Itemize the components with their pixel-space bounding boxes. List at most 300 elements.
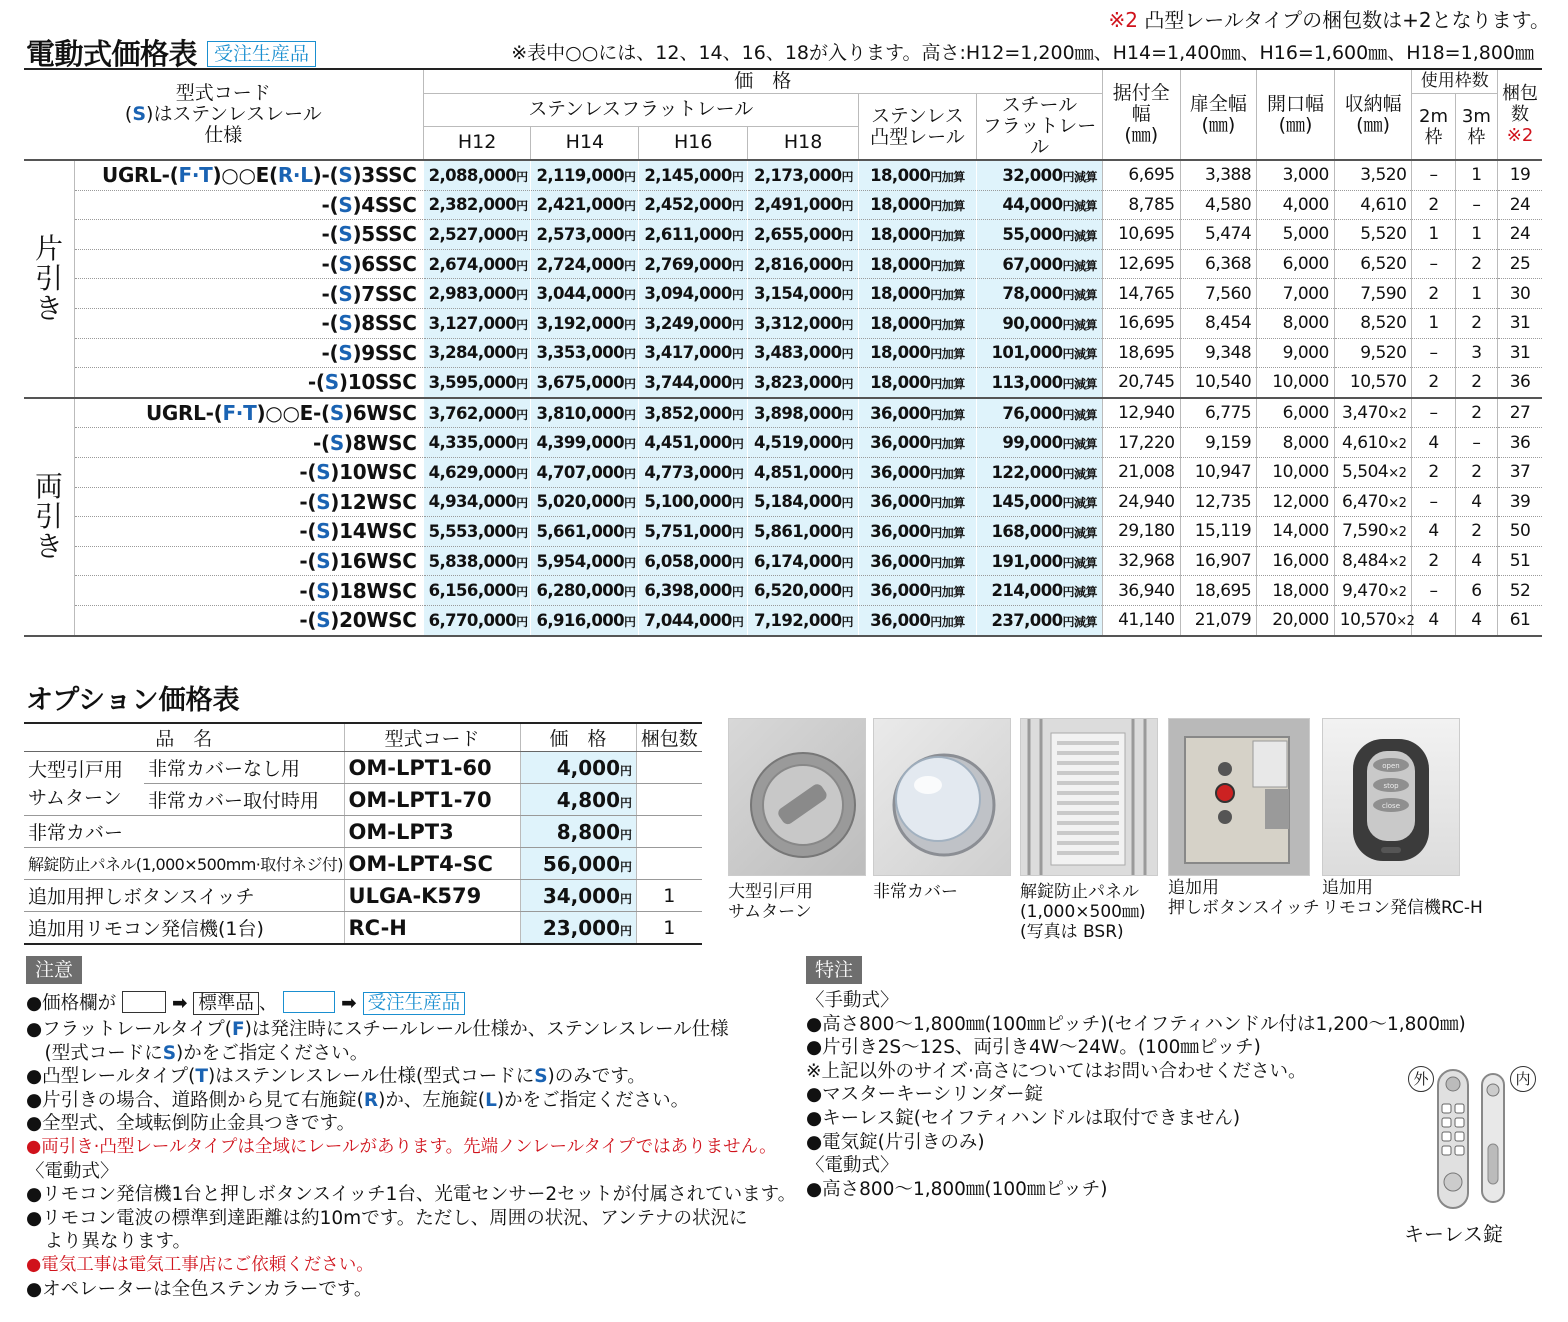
model-code: -(S)9SSC <box>74 338 423 368</box>
storage-width: 3,470×2 <box>1334 398 1412 428</box>
frame-3m-count: 1 <box>1455 279 1497 309</box>
table-row <box>24 816 702 848</box>
package-count: 52 <box>1498 576 1542 606</box>
group-label: 両 引 き <box>24 398 74 636</box>
price-h18: 2,173,000円 <box>748 160 859 190</box>
option-price-header: 価 格 <box>520 723 636 752</box>
price-steel: 122,000円減算 <box>976 457 1102 487</box>
opening-width-header: 開口幅 (㎜) <box>1257 69 1335 160</box>
special-order-line: 〈手動式〉 <box>806 990 899 1011</box>
price-steel: 101,000円減算 <box>976 338 1102 368</box>
svg-text:stop: stop <box>1383 782 1399 790</box>
table-row <box>24 487 1542 517</box>
price-h14: 2,724,000円 <box>531 249 639 279</box>
package-count: 25 <box>1498 249 1542 279</box>
price-convex: 18,000円加算 <box>859 190 977 220</box>
table-row <box>24 576 1542 606</box>
model-code: UGRL-(F·T)○○E(R·L)-(S)3SSC <box>74 160 423 190</box>
frame-3m-count: 1 <box>1455 220 1497 250</box>
frame-3m-count: – <box>1455 428 1497 458</box>
price-h18: 3,823,000円 <box>748 368 859 398</box>
price-h18: 3,898,000円 <box>748 398 859 428</box>
frame-2m-count: – <box>1412 160 1455 190</box>
door-width: 16,907 <box>1180 546 1257 576</box>
option-price: 4,800円 <box>520 784 636 816</box>
opening-width: 7,000 <box>1257 279 1335 309</box>
price-h14: 4,399,000円 <box>531 428 639 458</box>
install-width: 16,695 <box>1102 308 1180 338</box>
option-name: 解錠防止パネル(1,000×500mm·取付ネジ付) <box>24 848 344 880</box>
anti-unlock-panel-icon <box>1021 719 1157 875</box>
door-width: 8,454 <box>1180 308 1257 338</box>
special-order-line: ●電気錠(片引きのみ) <box>806 1131 985 1153</box>
opening-width: 16,000 <box>1257 546 1335 576</box>
price-h14: 5,661,000円 <box>531 517 639 547</box>
table-row <box>24 752 702 784</box>
price-h12: 5,553,000円 <box>423 517 531 547</box>
model-code: -(S)8SSC <box>74 308 423 338</box>
storage-width: 4,610×2 <box>1334 428 1412 458</box>
opening-width: 5,000 <box>1257 220 1335 250</box>
option-pkg: 1 <box>636 912 702 945</box>
price-h16: 6,398,000円 <box>639 576 748 606</box>
option-title: オプション価格表 <box>26 685 240 716</box>
packages-header: 梱包 数 ※2 <box>1498 69 1542 160</box>
storage-width: 8,484×2 <box>1334 546 1412 576</box>
opening-width: 18,000 <box>1257 576 1335 606</box>
package-count: 31 <box>1498 308 1542 338</box>
option-name: 非常カバーなし用 <box>144 752 344 784</box>
keyless-lock-image <box>1404 1064 1532 1214</box>
remote-transmitter-caption: 追加用 リモコン発信機RC-H <box>1322 878 1483 918</box>
frame-3m-count: 2 <box>1455 308 1497 338</box>
steel-flat-header: スチール フラットレール <box>976 94 1102 161</box>
install-width: 12,940 <box>1102 398 1180 428</box>
special-order-tag: 特注 <box>806 956 862 984</box>
storage-width: 10,570×2 <box>1334 605 1412 635</box>
price-h18: 6,174,000円 <box>748 546 859 576</box>
price-h16: 3,417,000円 <box>639 338 748 368</box>
opening-width: 3,000 <box>1257 160 1335 190</box>
special-order-line: ●片引き2S～12S、両引き4W～24W。(100㎜ピッチ) <box>806 1037 1261 1059</box>
h16-header: H16 <box>639 126 748 160</box>
storage-width: 10,570 <box>1334 368 1412 398</box>
option-code: ULGA-K579 <box>344 880 520 912</box>
price-h12: 2,088,000円 <box>423 160 531 190</box>
opening-width: 4,000 <box>1257 190 1335 220</box>
special-order-line: ●キーレス錠(セイフティハンドルは取付できません) <box>806 1108 1241 1129</box>
group-label: 片 引 き <box>24 160 74 398</box>
outer-label: 外 <box>1408 1066 1434 1092</box>
install-width: 18,695 <box>1102 338 1180 368</box>
door-width: 4,580 <box>1180 190 1257 220</box>
option-code-header: 型式コード <box>344 723 520 752</box>
table-row <box>24 428 1542 458</box>
storage-width: 5,520 <box>1334 220 1412 250</box>
inner-label: 内 <box>1510 1066 1536 1092</box>
price-h16: 2,145,000円 <box>639 160 748 190</box>
opening-width: 9,000 <box>1257 338 1335 368</box>
opening-width: 6,000 <box>1257 249 1335 279</box>
price-h12: 5,838,000円 <box>423 546 531 576</box>
install-width: 12,695 <box>1102 249 1180 279</box>
model-code: -(S)10SSC <box>74 368 423 398</box>
price-h18: 2,491,000円 <box>748 190 859 220</box>
frames-header: 使用枠数 <box>1412 69 1498 94</box>
frame-2m-count: – <box>1412 487 1455 517</box>
package-count: 36 <box>1498 368 1542 398</box>
notes-legend: ●価格欄が ➡ 標準品 、 ➡ 受注生産品 <box>26 991 465 1015</box>
price-convex: 36,000円加算 <box>859 546 977 576</box>
option-code: RC-H <box>344 912 520 945</box>
model-code: -(S)7SSC <box>74 279 423 309</box>
price-steel: 90,000円減算 <box>976 308 1102 338</box>
price-h18: 2,655,000円 <box>748 220 859 250</box>
frame-2m-count: 2 <box>1412 279 1455 309</box>
table-row <box>24 398 1542 428</box>
price-steel: 145,000円減算 <box>976 487 1102 517</box>
frame-3m-count: 4 <box>1455 546 1497 576</box>
table-row <box>24 912 702 945</box>
table-row <box>24 308 1542 338</box>
h12-header: H12 <box>423 126 531 160</box>
package-count: 51 <box>1498 546 1542 576</box>
code-header: 型式コード (S)はステンレスレール 仕様 <box>24 69 423 160</box>
h18-header: H18 <box>748 126 859 160</box>
note-line: ●電気工事は電気工事店にご依頼ください。 <box>26 1255 374 1275</box>
frame-2m-count: – <box>1412 338 1455 368</box>
price-h12: 2,527,000円 <box>423 220 531 250</box>
special-order-line: ●高さ800～1,800㎜(100㎜ピッチ) <box>806 1178 1108 1200</box>
frame-3m-count: 4 <box>1455 605 1497 635</box>
note-line: ●オペレーターは全色ステンカラーです。 <box>26 1278 373 1300</box>
emergency-cover-caption: 非常カバー <box>873 882 958 902</box>
price-h14: 2,119,000円 <box>531 160 639 190</box>
frame-2m-count: 1 <box>1412 308 1455 338</box>
door-width: 18,695 <box>1180 576 1257 606</box>
note-line: ●両引き·凸型レールタイプは全域にレールがあります。先端ノンレールタイプではありません。 <box>26 1137 777 1157</box>
opening-width: 20,000 <box>1257 605 1335 635</box>
table-row <box>24 457 1542 487</box>
option-code: OM-LPT3 <box>344 816 520 848</box>
model-code: -(S)8WSC <box>74 428 423 458</box>
door-width: 9,348 <box>1180 338 1257 368</box>
svg-text:close: close <box>1381 802 1401 810</box>
option-pkg: 1 <box>636 880 702 912</box>
option-pkg <box>636 752 702 784</box>
anti-unlock-panel-photo <box>1020 718 1158 876</box>
price-steel: 76,000円減算 <box>976 398 1102 428</box>
price-h14: 6,916,000円 <box>531 605 639 635</box>
price-h18: 6,520,000円 <box>748 576 859 606</box>
opening-width: 8,000 <box>1257 428 1335 458</box>
price-h18: 3,154,000円 <box>748 279 859 309</box>
price-h14: 5,954,000円 <box>531 546 639 576</box>
table-row <box>24 848 702 880</box>
package-count: 24 <box>1498 220 1542 250</box>
option-pkg-header: 梱包数 <box>636 723 702 752</box>
special-order-line: ●マスターキーシリンダー錠 <box>806 1084 1044 1106</box>
price-convex: 18,000円加算 <box>859 220 977 250</box>
frame-3m-count: – <box>1455 190 1497 220</box>
special-order-line: ●高さ800～1,800㎜(100㎜ピッチ)(セイフティハンドル付は1,200～1,800㎜) <box>806 1013 1466 1035</box>
storage-width: 9,520 <box>1334 338 1412 368</box>
price-h12: 4,934,000円 <box>423 487 531 517</box>
door-width: 3,388 <box>1180 160 1257 190</box>
opening-width: 14,000 <box>1257 517 1335 547</box>
option-name: 追加用押しボタンスイッチ <box>24 880 344 912</box>
install-width: 21,008 <box>1102 457 1180 487</box>
thumbturn-icon <box>729 719 865 875</box>
frame-3m-count: 2 <box>1455 398 1497 428</box>
storage-width: 9,470×2 <box>1334 576 1412 606</box>
price-h14: 3,810,000円 <box>531 398 639 428</box>
price-convex: 36,000円加算 <box>859 517 977 547</box>
frame-3m-count: 6 <box>1455 576 1497 606</box>
height-note: ※表中○○には、12、14、16、18が入ります。高さ:H12=1,200㎜、H14=1,400㎜、H16=1,600㎜、H18=1,800㎜ <box>511 42 1534 64</box>
model-code: UGRL-(F·T)○○E-(S)6WSC <box>74 398 423 428</box>
frame-2m-count: 2 <box>1412 368 1455 398</box>
price-h12: 3,127,000円 <box>423 308 531 338</box>
door-width: 15,119 <box>1180 517 1257 547</box>
table-row <box>24 338 1542 368</box>
package-count: 36 <box>1498 428 1542 458</box>
price-h14: 3,192,000円 <box>531 308 639 338</box>
frame-3m-count: 3 <box>1455 338 1497 368</box>
thumbturn-group-label: 大型引戸用 サムターン <box>24 752 144 816</box>
model-code: -(S)10WSC <box>74 457 423 487</box>
price-h16: 7,044,000円 <box>639 605 748 635</box>
install-width-header: 据付全幅 (㎜) <box>1102 69 1180 160</box>
price-convex: 18,000円加算 <box>859 338 977 368</box>
door-width: 12,735 <box>1180 487 1257 517</box>
package-count: 37 <box>1498 457 1542 487</box>
price-steel: 78,000円減算 <box>976 279 1102 309</box>
install-width: 6,695 <box>1102 160 1180 190</box>
model-code: -(S)6SSC <box>74 249 423 279</box>
price-convex: 18,000円加算 <box>859 160 977 190</box>
price-h14: 3,044,000円 <box>531 279 639 309</box>
price-steel: 214,000円減算 <box>976 576 1102 606</box>
price-h14: 6,280,000円 <box>531 576 639 606</box>
storage-width: 5,504×2 <box>1334 457 1412 487</box>
price-steel: 237,000円減算 <box>976 605 1102 635</box>
option-pkg <box>636 816 702 848</box>
door-width: 21,079 <box>1180 605 1257 635</box>
price-h12: 2,382,000円 <box>423 190 531 220</box>
price-h14: 3,675,000円 <box>531 368 639 398</box>
frame-2m-count: 1 <box>1412 220 1455 250</box>
price-steel: 113,000円減算 <box>976 368 1102 398</box>
storage-width: 4,610 <box>1334 190 1412 220</box>
storage-width: 6,470×2 <box>1334 487 1412 517</box>
frame-3m-count: 2 <box>1455 249 1497 279</box>
frame-2m-count: 4 <box>1412 428 1455 458</box>
storage-width: 7,590×2 <box>1334 517 1412 547</box>
page-title: 電動式価格表 受注生産品 <box>26 32 316 73</box>
price-convex: 36,000円加算 <box>859 605 977 635</box>
frame-3m-count: 2 <box>1455 368 1497 398</box>
emergency-cover-photo <box>873 718 1011 876</box>
table-row <box>24 190 1542 220</box>
emergency-cover-icon <box>874 719 1010 875</box>
storage-width-header: 収納幅 (㎜) <box>1334 69 1412 160</box>
install-width: 17,220 <box>1102 428 1180 458</box>
package-count: 24 <box>1498 190 1542 220</box>
install-width: 36,940 <box>1102 576 1180 606</box>
price-h16: 5,100,000円 <box>639 487 748 517</box>
note-line: (型式コードにS)かをご指定ください。 <box>26 1042 369 1064</box>
model-code: -(S)20WSC <box>74 605 423 635</box>
special-order-line: ※上記以外のサイズ·高さについてはお問い合わせください。 <box>806 1060 1307 1082</box>
option-code: OM-LPT1-60 <box>344 752 520 784</box>
frame-2m-header: 2m 枠 <box>1412 94 1455 161</box>
model-code: -(S)12WSC <box>74 487 423 517</box>
notes-tag: 注意 <box>26 956 82 984</box>
made-to-order-badge: 受注生産品 <box>207 41 316 67</box>
install-width: 41,140 <box>1102 605 1180 635</box>
model-code: -(S)4SSC <box>74 190 423 220</box>
svg-text:open: open <box>1382 762 1400 770</box>
opening-width: 8,000 <box>1257 308 1335 338</box>
door-width: 10,540 <box>1180 368 1257 398</box>
price-h12: 3,284,000円 <box>423 338 531 368</box>
option-price: 56,000円 <box>520 848 636 880</box>
frame-2m-count: 2 <box>1412 190 1455 220</box>
price-h12: 2,983,000円 <box>423 279 531 309</box>
price-h12: 3,595,000円 <box>423 368 531 398</box>
storage-width: 7,590 <box>1334 279 1412 309</box>
frame-2m-count: – <box>1412 249 1455 279</box>
package-count: 27 <box>1498 398 1542 428</box>
storage-width: 8,520 <box>1334 308 1412 338</box>
price-h16: 4,773,000円 <box>639 457 748 487</box>
option-name-header: 品 名 <box>24 723 344 752</box>
note-line: 〈電動式〉 <box>26 1160 119 1182</box>
special-order-line: 〈電動式〉 <box>806 1155 899 1177</box>
price-h12: 3,762,000円 <box>423 398 531 428</box>
price-steel: 191,000円減算 <box>976 546 1102 576</box>
push-button-switch-caption: 追加用 押しボタンスイッチ <box>1168 878 1320 918</box>
package-count: 30 <box>1498 279 1542 309</box>
frame-3m-count: 2 <box>1455 457 1497 487</box>
table-row <box>24 160 1542 190</box>
install-width: 20,745 <box>1102 368 1180 398</box>
install-width: 8,785 <box>1102 190 1180 220</box>
option-code: OM-LPT4-SC <box>344 848 520 880</box>
table-row <box>24 368 1542 398</box>
price-h16: 2,452,000円 <box>639 190 748 220</box>
price-header: 価 格 <box>423 69 1102 94</box>
price-convex: 18,000円加算 <box>859 368 977 398</box>
stainless-flat-header: ステンレスフラットレール <box>423 94 858 127</box>
option-price: 4,000円 <box>520 752 636 784</box>
thumbturn-photo <box>728 718 866 876</box>
opening-width: 12,000 <box>1257 487 1335 517</box>
price-steel: 67,000円減算 <box>976 249 1102 279</box>
frame-3m-count: 2 <box>1455 517 1497 547</box>
storage-width: 3,520 <box>1334 160 1412 190</box>
price-h14: 4,707,000円 <box>531 457 639 487</box>
price-h16: 3,744,000円 <box>639 368 748 398</box>
price-h12: 6,156,000円 <box>423 576 531 606</box>
table-row <box>24 249 1542 279</box>
install-width: 32,968 <box>1102 546 1180 576</box>
price-steel: 44,000円減算 <box>976 190 1102 220</box>
door-width: 5,474 <box>1180 220 1257 250</box>
package-count: 50 <box>1498 517 1542 547</box>
price-h18: 3,312,000円 <box>748 308 859 338</box>
price-h18: 7,192,000円 <box>748 605 859 635</box>
price-convex: 18,000円加算 <box>859 279 977 309</box>
option-price: 23,000円 <box>520 912 636 945</box>
price-h18: 4,851,000円 <box>748 457 859 487</box>
price-h12: 4,335,000円 <box>423 428 531 458</box>
price-steel: 99,000円減算 <box>976 428 1102 458</box>
price-h16: 3,852,000円 <box>639 398 748 428</box>
frame-3m-count: 4 <box>1455 487 1497 517</box>
option-name: 非常カバー <box>24 816 344 848</box>
remote-transmitter-photo <box>1322 718 1460 876</box>
price-convex: 36,000円加算 <box>859 487 977 517</box>
price-h12: 4,629,000円 <box>423 457 531 487</box>
h14-header: H14 <box>531 126 639 160</box>
price-h12: 6,770,000円 <box>423 605 531 635</box>
price-convex: 18,000円加算 <box>859 308 977 338</box>
price-convex: 18,000円加算 <box>859 249 977 279</box>
note-line: ●フラットレールタイプ(F)は発注時にスチールレール仕様か、ステンレスレール仕様 <box>26 1019 729 1040</box>
price-convex: 36,000円加算 <box>859 398 977 428</box>
model-code: -(S)18WSC <box>74 576 423 606</box>
opening-width: 10,000 <box>1257 457 1335 487</box>
push-button-switch-photo <box>1168 718 1310 876</box>
frame-3m-count: 1 <box>1455 160 1497 190</box>
option-code: OM-LPT1-70 <box>344 784 520 816</box>
option-pkg <box>636 848 702 880</box>
price-h12: 2,674,000円 <box>423 249 531 279</box>
note-line: より異なります。 <box>26 1231 192 1253</box>
price-steel: 168,000円減算 <box>976 517 1102 547</box>
price-convex: 36,000円加算 <box>859 457 977 487</box>
price-steel: 32,000円減算 <box>976 160 1102 190</box>
note-line: ●凸型レールタイプ(T)はステンレスレール仕様(型式コードにS)のみです。 <box>26 1066 646 1088</box>
price-h18: 5,861,000円 <box>748 517 859 547</box>
price-h16: 3,094,000円 <box>639 279 748 309</box>
frame-2m-count: 2 <box>1412 457 1455 487</box>
storage-width: 6,520 <box>1334 249 1412 279</box>
install-width: 14,765 <box>1102 279 1180 309</box>
remote-transmitter-icon <box>1323 719 1459 875</box>
thumbturn-caption: 大型引戸用 サムターン <box>728 882 813 922</box>
door-width-header: 扉全幅 (㎜) <box>1180 69 1257 160</box>
price-h14: 3,353,000円 <box>531 338 639 368</box>
note-line: ●全型式、全域転倒防止金具つきです。 <box>26 1113 356 1135</box>
table-row <box>24 605 1542 635</box>
option-name: 非常カバー取付時用 <box>144 784 344 816</box>
option-price: 8,800円 <box>520 816 636 848</box>
price-h16: 2,769,000円 <box>639 249 748 279</box>
package-count: 31 <box>1498 338 1542 368</box>
model-code: -(S)14WSC <box>74 517 423 547</box>
table-row <box>24 546 1542 576</box>
install-width: 29,180 <box>1102 517 1180 547</box>
package-count: 19 <box>1498 160 1542 190</box>
price-h18: 5,184,000円 <box>748 487 859 517</box>
note-line: ●リモコン発信機1台と押しボタンスイッチ1台、光電センサー2セットが付属されています。 <box>26 1184 797 1206</box>
table-row <box>24 279 1542 309</box>
price-convex: 36,000円加算 <box>859 576 977 606</box>
note-line: ●片引きの場合、道路側から見て右施錠(R)か、左施錠(L)かをご指定ください。 <box>26 1089 690 1111</box>
